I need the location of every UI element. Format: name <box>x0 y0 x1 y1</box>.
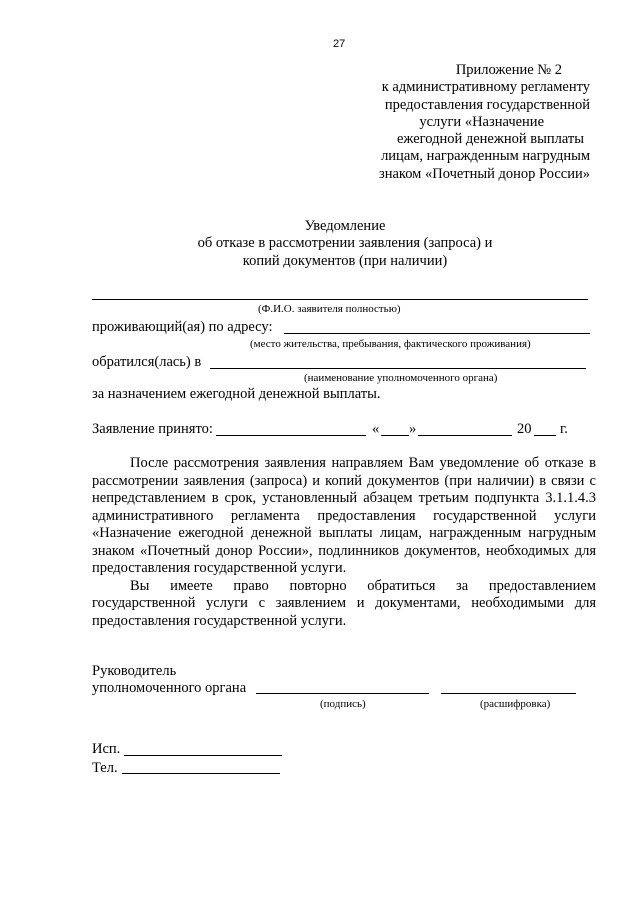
body-text <box>92 455 596 630</box>
decode-hint: (расшифровка) <box>480 698 551 710</box>
decode-line <box>441 693 576 694</box>
year-line <box>534 435 556 436</box>
address-label: проживающий(ая) по адресу: <box>92 319 273 335</box>
fio-hint: (Ф.И.О. заявителя полностью) <box>258 303 401 315</box>
title-line-2: об отказе в рассмотрении заявления (запроса) и <box>197 235 493 252</box>
appendix-line: предоставления государственной <box>384 96 590 113</box>
appendix-line: Приложение № 2 <box>455 62 562 78</box>
signature-hint: (подпись) <box>320 698 366 710</box>
page-number: 27 <box>333 38 346 50</box>
appendix-line: услуги «Назначение <box>419 113 544 130</box>
accepted-line <box>216 435 366 436</box>
date-open-quote: « <box>372 421 380 437</box>
appendix-line: знаком «Почетный донор России» <box>378 165 590 182</box>
purpose-text: за назначением ежегодной денежной выплаты. <box>92 386 381 402</box>
organ-hint: (наименование уполномоченного органа) <box>304 372 498 384</box>
title-line-1: Уведомление <box>304 218 386 234</box>
appendix-header <box>330 62 590 183</box>
appendix-line: к административному регламенту <box>381 79 590 96</box>
year-suffix: г. <box>560 421 568 437</box>
organ-line <box>210 368 586 369</box>
appendix-line: лицам, награжденным нагрудным <box>381 148 590 165</box>
paragraph-1: После рассмотрения заявления направляем Вам уведомление об отказе в рассмотрении заявления (запроса) и копий документов (при наличии) в связи с непредставлением в срок, установленный абзацем третьим подпункта 3.1.1.4.3 административного регламента предоставления государственной услуги «Назначение ежегодной денежной выплаты лицам, награжденным нагрудным знаком «Почетный донор России», подлинников документов, необходимых для предоставления государственной услуги. <box>92 455 596 576</box>
signatory-title: Руководитель <box>92 663 177 679</box>
document-title <box>150 218 540 270</box>
date-close-quote: » <box>409 421 417 437</box>
address-hint: (место жительства, пребывания, фактического проживания) <box>250 338 531 350</box>
signatory-organ: уполномоченного органа <box>92 680 247 696</box>
month-line <box>418 435 512 436</box>
executor-line <box>124 755 282 756</box>
day-line <box>381 435 409 436</box>
address-line <box>284 333 590 334</box>
phone-line <box>122 773 280 774</box>
year-prefix: 20 <box>517 421 532 437</box>
applied-label: обратился(лась) в <box>92 354 202 370</box>
fio-line <box>92 299 588 300</box>
accepted-label: Заявление принято: <box>92 421 213 437</box>
paragraph-2: Вы имеете право повторно обратиться за предоставлением государственной услуги с заявлением и документами, необходимыми для предоставления государственной услуги. <box>92 577 596 629</box>
title-line-3: копий документов (при наличии) <box>242 252 448 269</box>
appendix-line: ежегодной денежной выплаты <box>396 131 584 148</box>
signature-line <box>256 693 429 694</box>
phone-label: Тел. <box>92 760 118 776</box>
executor-label: Исп. <box>92 741 121 757</box>
